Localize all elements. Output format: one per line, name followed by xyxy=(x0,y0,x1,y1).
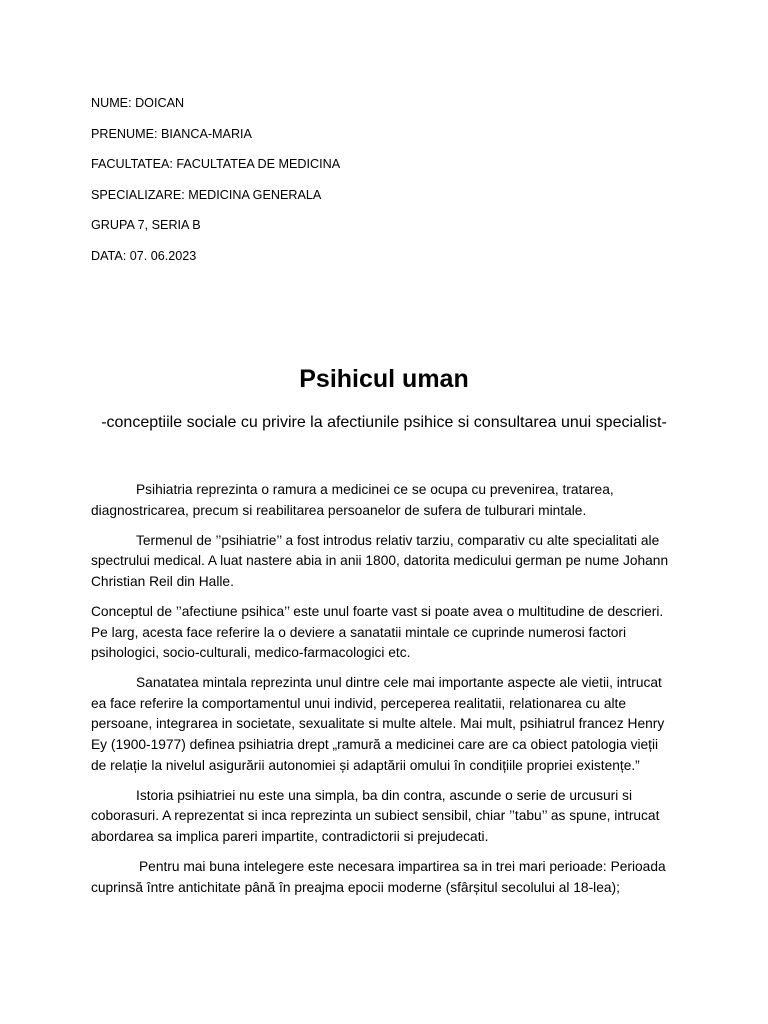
paragraph-line: Istoria psihiatriei nu este una simpla, ba din contra, ascunde o serie de urcusuri si xyxy=(136,787,633,803)
paragraph-line: Pe larg, acesta face referire la o deviere a sanatatii mintale ce cuprinde numerosi factori xyxy=(91,624,626,640)
last-name-line: NUME: DOICAN xyxy=(91,96,185,110)
paragraph-line: Ey (1900-1977) definea psihiatria drept „ramură a medicinei care are ca obiect patologia vieții xyxy=(91,737,659,753)
paragraph-line: cuprinsă între antichitate până în preajma epocii moderne (sfârșitul secolului al 18-lea); xyxy=(91,879,620,895)
paragraph-history xyxy=(91,786,691,848)
paragraph-line: de relație la nivelul asigurării autonomiei și adaptării omului în condițiile propriei existențe.” xyxy=(91,757,640,773)
paragraph-mental-health xyxy=(91,673,691,776)
paragraph-line: psihologici, socio-culturali, medico-farmacologici etc. xyxy=(91,645,411,661)
paragraph-line: Psihiatria reprezinta o ramura a medicinei ce se ocupa cu prevenirea, tratarea, xyxy=(136,482,614,497)
group-line: GRUPA 7, SERIA B xyxy=(91,218,201,233)
document-body xyxy=(91,480,691,908)
paragraph-periods xyxy=(91,857,691,898)
paragraph-line: diagnostricarea, precum si reabilitarea persoanelor de sufera de tulburari mintale. xyxy=(91,502,587,518)
paragraph-line: persoane, integrarea in societate, sexualitate si multe altele. Mai mult, psihiatrul francez Henry xyxy=(91,716,665,732)
paragraph-line: Conceptul de ’’afectiune psihica’’ este unul foarte vast si poate avea o multitudine de descrieri. xyxy=(91,603,664,619)
paragraph-line: spectrului medical. A luat nastere abia in anii 1800, datorita medicului german pe nume Johann xyxy=(91,553,669,569)
paragraph-mental-disorder-concept xyxy=(91,602,691,664)
paragraph-line: Sanatatea mintala reprezinta unul dintre cele mai importante aspecte ale vietii, intrucat xyxy=(136,675,662,691)
paragraph-line: abordarea sa implica pareri impartite, contradictorii si prejudecati. xyxy=(91,828,489,844)
paragraph-line: Termenul de ’’psihiatrie’’ a fost introdus relativ tarziu, comparativ cu alte specialitati ale xyxy=(136,532,660,548)
paragraph-line: Christian Reil din Halle. xyxy=(91,573,234,589)
first-name-line: PRENUME: BIANCA-MARIA xyxy=(91,126,252,141)
specialization-line: SPECIALIZARE: MEDICINA GENERALA xyxy=(91,187,322,202)
faculty-line: FACULTATEA: FACULTATEA DE MEDICINA xyxy=(91,157,341,172)
student-info xyxy=(91,93,340,277)
document-title: Psihicul uman xyxy=(299,365,469,393)
paragraph-psychiatry-definition xyxy=(91,480,691,521)
paragraph-term-origin xyxy=(91,531,691,593)
document-subtitle: -conceptiile sociale cu privire la afectiunile psihice si consultarea unui specialist- xyxy=(101,414,667,431)
paragraph-line: ea face referire la comportamentul unui individ, perceperea realitatii, relationarea cu alte xyxy=(91,695,627,711)
paragraph-line: coborasuri. A reprezentat si inca reprezinta un subiect sensibil, chiar ’’tabu’’ as spune, intrucat xyxy=(91,808,660,824)
date-line: DATA: 07. 06.2023 xyxy=(91,248,197,263)
paragraph-line: Pentru mai buna intelegere este necesara impartirea sa in trei mari perioade: Perioada xyxy=(139,859,666,874)
